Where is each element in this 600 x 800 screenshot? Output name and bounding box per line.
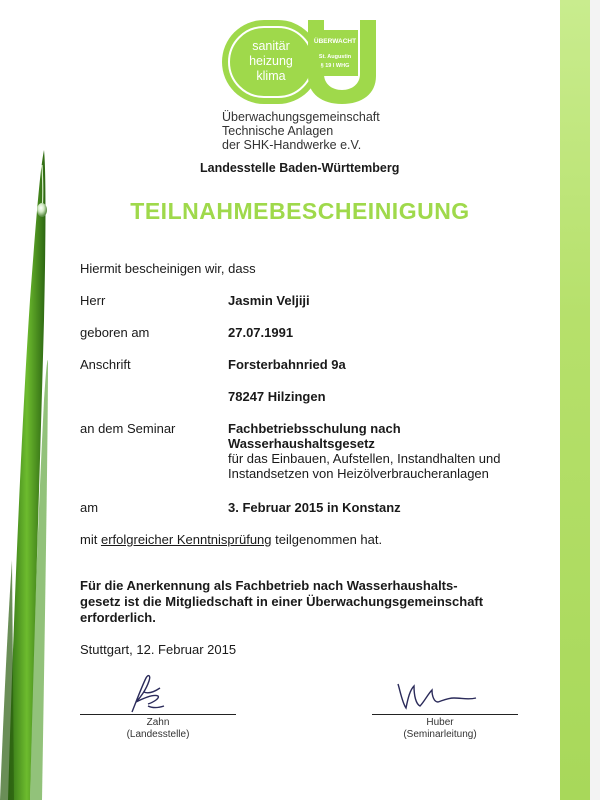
- signer-name-right: Huber: [426, 717, 454, 728]
- result-underlined: erfolgreicher Kenntnisprüfung: [100, 532, 272, 547]
- right-green-band: [560, 0, 590, 800]
- uet-logo: [222, 18, 382, 106]
- signer-name-left: Zahn: [146, 717, 170, 728]
- address-line-2: 78247 Hilzingen: [228, 389, 326, 404]
- notice-line-3: erforderlich.: [80, 610, 156, 625]
- certificate-title: TEILNAHMEBESCHEINIGUNG: [130, 198, 470, 224]
- logo-text-line-1: sanitär: [252, 39, 290, 53]
- place-and-date: Stuttgart, 12. Februar 2015: [80, 642, 237, 657]
- date-label: am: [80, 500, 99, 515]
- birth-date-label: geboren am: [80, 325, 150, 340]
- birth-date-value: 27.07.1991: [228, 325, 294, 340]
- result-prefix: mit: [80, 532, 98, 547]
- salutation-label: Herr: [80, 293, 106, 308]
- result-suffix: teilgenommen hat.: [275, 532, 383, 547]
- logo-text-line-2: heizung: [249, 54, 293, 68]
- logo-seal-line-3: § 19 l WHG: [320, 63, 350, 69]
- address-label: Anschrift: [80, 357, 131, 372]
- seminar-title-line-1: Fachbetriebsschulung nach: [228, 421, 401, 436]
- org-line-2: Technische Anlagen: [222, 124, 334, 138]
- seminar-description-line-2: Instandsetzen von Heizölverbraucheranlagen: [228, 466, 489, 481]
- signature-zahn: [118, 672, 178, 718]
- signature-line-left: [80, 714, 236, 715]
- logo-seal-line-2: St. Augustin: [318, 54, 352, 60]
- signature-line-right: [372, 714, 518, 715]
- logo-text-line-3: klima: [256, 69, 286, 83]
- result-sentence: [80, 532, 382, 547]
- org-line-1: Überwachungsgemeinschaft: [222, 110, 380, 124]
- right-page-edge: [590, 0, 600, 800]
- signature-caption-left: [78, 717, 238, 741]
- organization-name: [222, 110, 380, 152]
- org-line-3: der SHK-Handwerke e.V.: [222, 138, 362, 152]
- seminar-label: an dem Seminar: [80, 421, 176, 436]
- state-office: Landesstelle Baden-Württemberg: [200, 161, 400, 175]
- seminar-title-line-2: Wasserhaushaltsgesetz: [228, 436, 375, 451]
- intro-text: Hiermit bescheinigen wir, dass: [80, 261, 256, 276]
- signature-caption-right: [360, 717, 520, 741]
- address-line-1: Forsterbahnried 9a: [228, 357, 346, 372]
- seminar-description-line-1: für das Einbauen, Aufstellen, Instandhalten und: [228, 451, 501, 466]
- participant-name: Jasmin Veljiji: [228, 293, 310, 308]
- grass-blade-decoration: [0, 0, 100, 800]
- signer-role-left: (Landesstelle): [126, 729, 190, 740]
- logo-seal-line-1: ÜBERWACHT: [313, 38, 357, 45]
- signature-huber: [392, 676, 482, 716]
- seminar-date-value: 3. Februar 2015 in Konstanz: [228, 500, 401, 515]
- notice-line-2: gesetz ist die Mitgliedschaft in einer Überwachungsgemeinschaft: [80, 594, 484, 609]
- signer-role-right: (Seminarleitung): [403, 729, 477, 740]
- notice-line-1: Für die Anerkennung als Fachbetrieb nach Wasserhaushalts-: [80, 578, 458, 593]
